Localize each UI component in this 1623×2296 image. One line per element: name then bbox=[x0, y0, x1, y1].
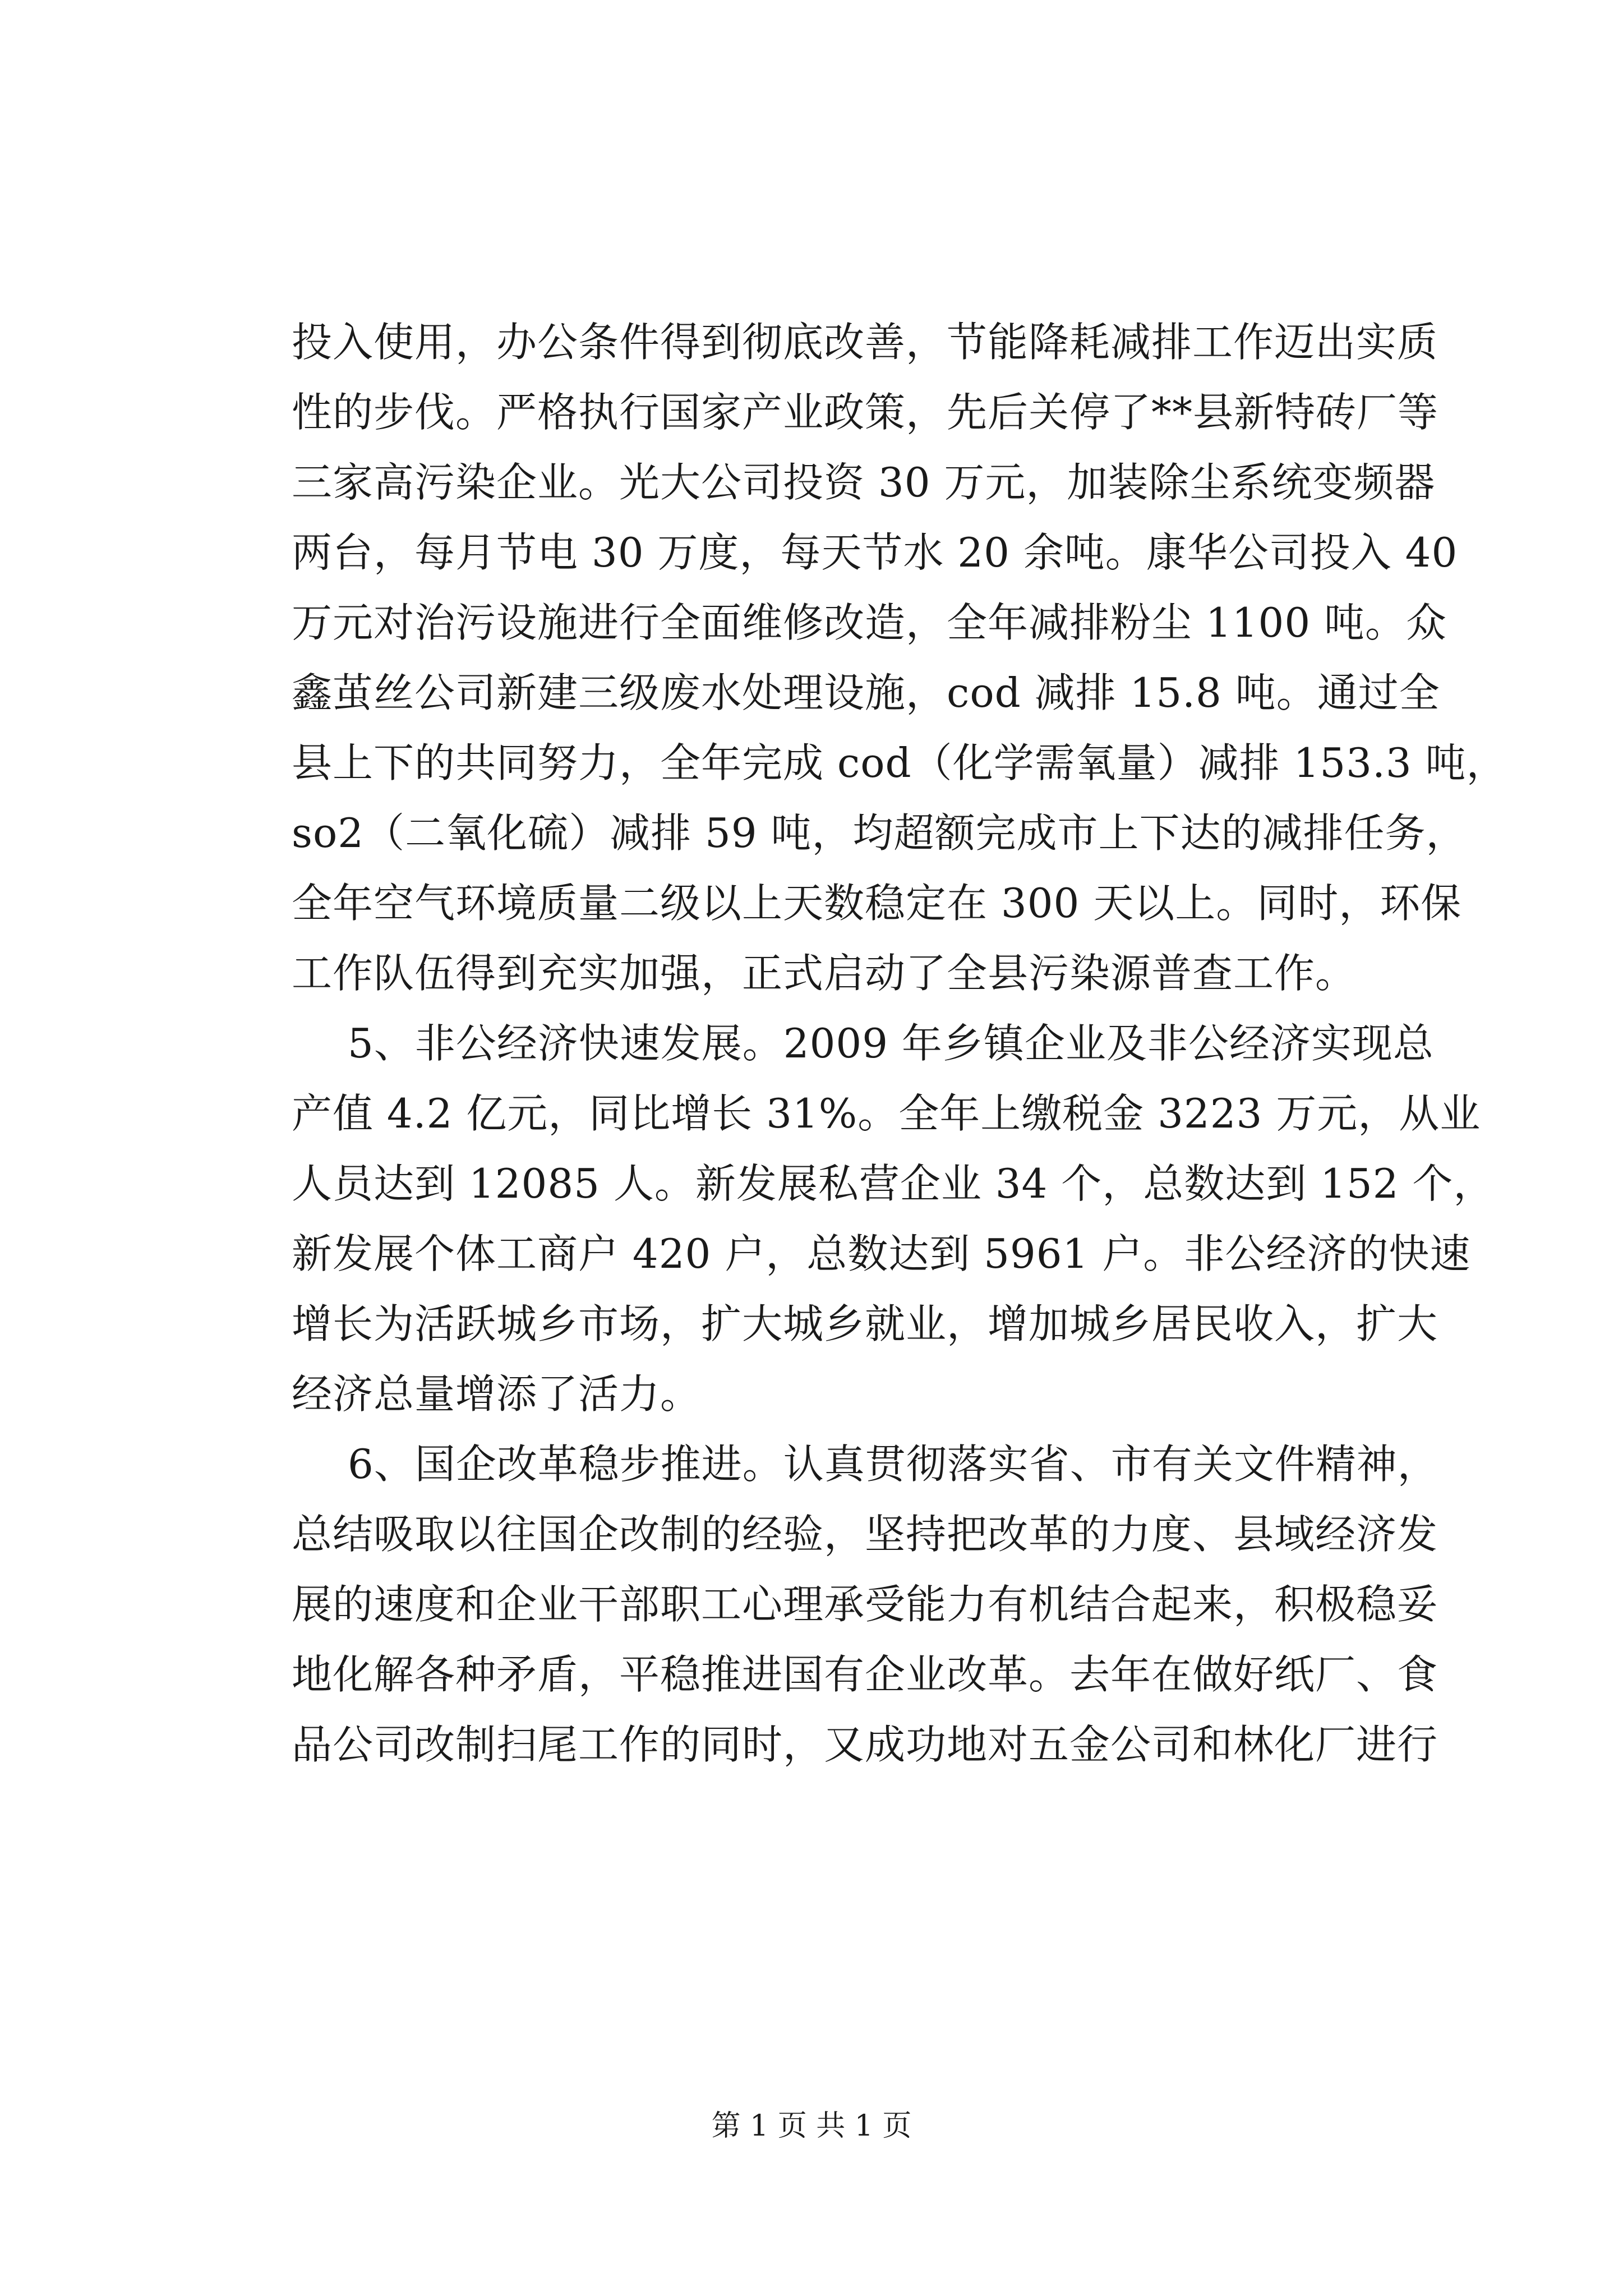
text-line: 产值 4.2 亿元，同比增长 31%。全年上缴税金 3223 万元，从业 bbox=[292, 1090, 1481, 1137]
text-line: 新发展个体工商户 420 户，总数达到 5961 户。非公经济的快速 bbox=[292, 1230, 1471, 1277]
text-line: 人员达到 12085 人。新发展私营企业 34 个，总数达到 152 个， bbox=[292, 1160, 1495, 1207]
text-line: so2（二氧化硫）减排 59 吨，均超额完成市上下达的减排任务， bbox=[292, 809, 1467, 857]
text-line: 工作队伍得到充实加强，正式启动了全县污染源普查工作。 bbox=[292, 950, 1357, 997]
text-line: 展的速度和企业干部职工心理承受能力有机结合起来，积极稳妥 bbox=[292, 1581, 1438, 1628]
text-line: 总结吸取以往国企改制的经验，坚持把改革的力度、县域经济发 bbox=[292, 1511, 1438, 1558]
paragraph-6-heading-line: 6、国企改革稳步推进。认真贯彻落实省、市有关文件精神， bbox=[348, 1441, 1438, 1488]
text-line: 两台，每月节电 30 万度，每天节水 20 余吨。康华公司投入 40 bbox=[292, 529, 1458, 576]
text-line: 县上下的共同努力，全年完成 cod（化学需氧量）减排 153.3 吨， bbox=[292, 739, 1507, 786]
text-line: 鑫茧丝公司新建三级废水处理设施，cod 减排 15.8 吨。通过全 bbox=[292, 669, 1440, 716]
text-line: 全年空气环境质量二级以上天数稳定在 300 天以上。同时，环保 bbox=[292, 880, 1462, 927]
text-line: 投入使用，办公条件得到彻底改善，节能降耗减排工作迈出实质 bbox=[292, 319, 1438, 366]
text-line: 三家高污染企业。光大公司投资 30 万元，加装除尘系统变频器 bbox=[292, 459, 1436, 506]
text-line: 经济总量增添了活力。 bbox=[292, 1370, 702, 1418]
text-line: 品公司改制扫尾工作的同时，又成功地对五金公司和林化厂进行 bbox=[292, 1721, 1438, 1768]
page-number-footer: 第 1 页 共 1 页 bbox=[711, 2109, 912, 2143]
text-line: 增长为活跃城乡市场，扩大城乡就业，增加城乡居民收入，扩大 bbox=[292, 1300, 1438, 1347]
text-line: 性的步伐。严格执行国家产业政策，先后关停了**县新特砖厂等 bbox=[292, 389, 1439, 436]
paragraph-5-heading-line: 5、非公经济快速发展。2009 年乡镇企业及非公经济实现总 bbox=[348, 1020, 1434, 1067]
text-line: 地化解各种矛盾，平稳推进国有企业改革。去年在做好纸厂、食 bbox=[292, 1651, 1438, 1698]
text-line: 万元对治污设施进行全面维修改造，全年减排粉尘 1100 吨。众 bbox=[292, 599, 1447, 646]
